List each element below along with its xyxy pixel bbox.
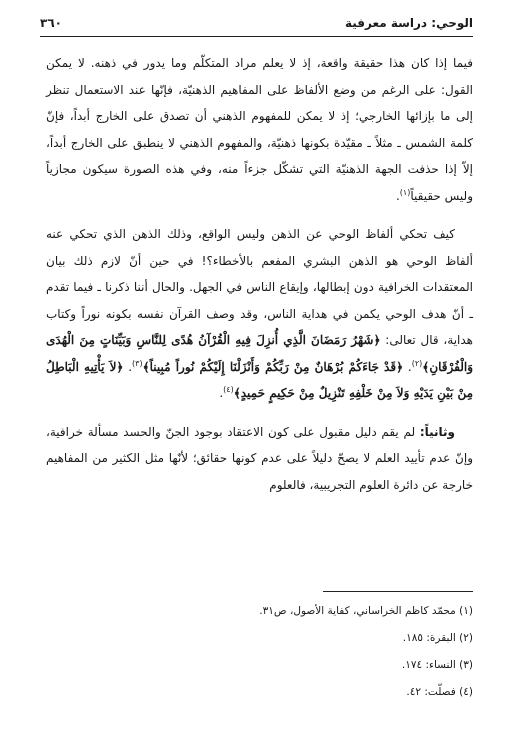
page-number: ٣٦٠: [40, 16, 62, 30]
footnote-rule: [323, 591, 473, 592]
paragraph-1: فيما إذا كان هذا حقيقة واقعة، إذ لا يعلم مراد المتكلّم وما يدور في ذهنه. لا يمكن القول: على الرغم من وضع الألفاظ على المفاهيم الذهنيّة، فإنّها عند الاستعمال تنظر إلى ما بإزائها الخارجي؛ إذ لا يمكن للمفهوم الذهني أن تصدق على الخارج أبداً، فإنّ كلمة الشمس ـ مثلاً ـ مقيّدة بكونها ذهنيّة، والمفهوم الذهني لا ينطبق على الخارج أبداً، إلاّ إذا حذفت الجهة الذهنيّة التي تشكّل جزءاً منه، وفي هذه الصورة سيكون مجازياً وليس حقيقياً$^{(١)}$.: [46, 56, 473, 203]
footnote-ref-3: (٣): [132, 358, 143, 368]
footnote-3: (٣) النساء: ١٧٤.: [401, 659, 473, 671]
footnotes: [46, 598, 473, 706]
paragraph-2-text: كيف تحكي ألفاظ الوحي عن الذهن وليس الواقع، وذلك الذهن الذي تحكي عنه ألفاظ الوحي هو الذهن البشري المفعم بالأخطاء؟! في حين أنّ لازم ذلك بيان المعتقدات الخرافية دون إبطالها، وإيقاع الناس في الجهل. والحال أننا ذكرنا ـ فيما تقدم ـ أنّ هدف الوحي يكمن في هداية الناس، وقد وصف القرآن نفسه بكونه نوراً وكتاب هداية، قال تعالى:: [46, 227, 473, 347]
page-header: [40, 14, 473, 32]
header-rule: [40, 36, 473, 37]
paragraph-3-lead: وثانياً:: [419, 424, 455, 439]
footnote-ref-1: (١): [399, 187, 411, 197]
header-title: الوحي: دراسة معرفية: [344, 16, 473, 30]
footnote-1: (١) محمّد كاظم الخراساني، كفاية الأصول، ص٣١.: [259, 605, 473, 617]
paragraph-3: [46, 419, 473, 499]
footnote-ref-4: (٤): [223, 385, 234, 394]
paragraph-1-text: فيما إذا كان هذا حقيقة واقعة، إذ لا يعلم مراد المتكلّم وما يدور في ذهنه. لا يمكن القول: على الرغم من وضع الألفاظ على المفاهيم الذهنيّة، فإنّها عند الاستعمال تنظر إلى ما بإزائها الخارجي؛ إذ لا يمكن للمفهوم الذهني أن تصدق على الخارج أبداً، فإنّ كلمة الشمس ـ مثلاً ـ مقيّدة بكونها ذهنيّة، والمفهوم الذهني لا ينطبق على الخارج أبداً، إلاّ إذا حذفت الجهة الذهنيّة التي تشكّل جزءاً منه، وفي هذه الصورة سيكون مجازياً وليس حقيقياً: [46, 56, 473, 203]
quran-verse-1: ﴿شَهْرُ رَمَضَانَ الَّذِي أُنزِلَ فِيهِ الْقُرْآنُ هُدًى لِلنَّاسِ وَبَيِّنَاتٍ مِنَ الْهُدَى وَالْفُرْقَانِ﴾: [46, 333, 473, 374]
footnote-ref-2: (٢): [411, 358, 423, 368]
paragraph-2: كيف تحكي ألفاظ الوحي عن الذهن وليس الواقع، وذلك الذهن الذي تحكي عنه ألفاظ الوحي هو الذهن البشري المفعم بالأخطاء؟! في حين أنّ لازم ذلك بيان المعتقدات الخرافية دون إبطالها، وإيقاع الناس في الجهل. والحال أننا ذكرنا ـ فيما تقدم ـ أنّ هدف الوحي يكمن في هداية الناس، وقد وصف القرآن نفسه بكونه نوراً وكتاب هداية، قال تعالى: ﴿شَهْرُ رَمَضَانَ الَّذِي أُنزِلَ فِيهِ الْقُرْآنُ هُدًى لِلنَّاسِ وَبَيِّنَاتٍ مِنَ الْهُدَى وَالْفُرْقَانِ﴾$^{(٢)}$. ﴿قَدْ جَاءَكُمْ بُرْهَانٌ مِنْ رَبِّكُمْ وَأَنْزَلْنَا إِلَيْكُمْ نُوراً مُبِيناً﴾$^{(٣)}$. ﴿لاَ يَأْتِيهِ الْبَاطِلُ مِنْ بَيْنِ يَدَيْهِ وَلاَ مِنْ خَلْفِهِ تَنْزِيلٌ مِنْ حَكِيمٍ حَمِيدٍ﴾$^{(٤)}$.: [46, 227, 473, 400]
footnote-4: (٤) فصلّت: ٤٢.: [406, 686, 473, 698]
quran-verse-3: ﴿لاَ يَأْتِيهِ الْبَاطِلُ مِنْ بَيْنِ يَدَيْهِ وَلاَ مِنْ خَلْفِهِ تَنْزِيلٌ مِنْ حَكِيمٍ حَمِيدٍ﴾: [46, 359, 473, 400]
footnote-2: (٢) البقرة: ١٨٥.: [402, 632, 473, 644]
body-text: [46, 50, 473, 498]
quran-verse-2: ﴿قَدْ جَاءَكُمْ بُرْهَانٌ مِنْ رَبِّكُمْ وَأَنْزَلْنَا إِلَيْكُمْ نُوراً مُبِيناً﴾: [142, 359, 404, 374]
paragraph-3-text: لم يقم دليل مقبول على كون الاعتقاد بوجود الجنّ والحسد مسألة خرافية، وإنّ عدم تأييد العلم لا يصحّ دليلاً على عدم كونها حقائق؛ لأنّها مثل الكثير من المفاهيم خارجة عن دائرة العلوم التجريبية، فالعلوم: [46, 424, 473, 492]
